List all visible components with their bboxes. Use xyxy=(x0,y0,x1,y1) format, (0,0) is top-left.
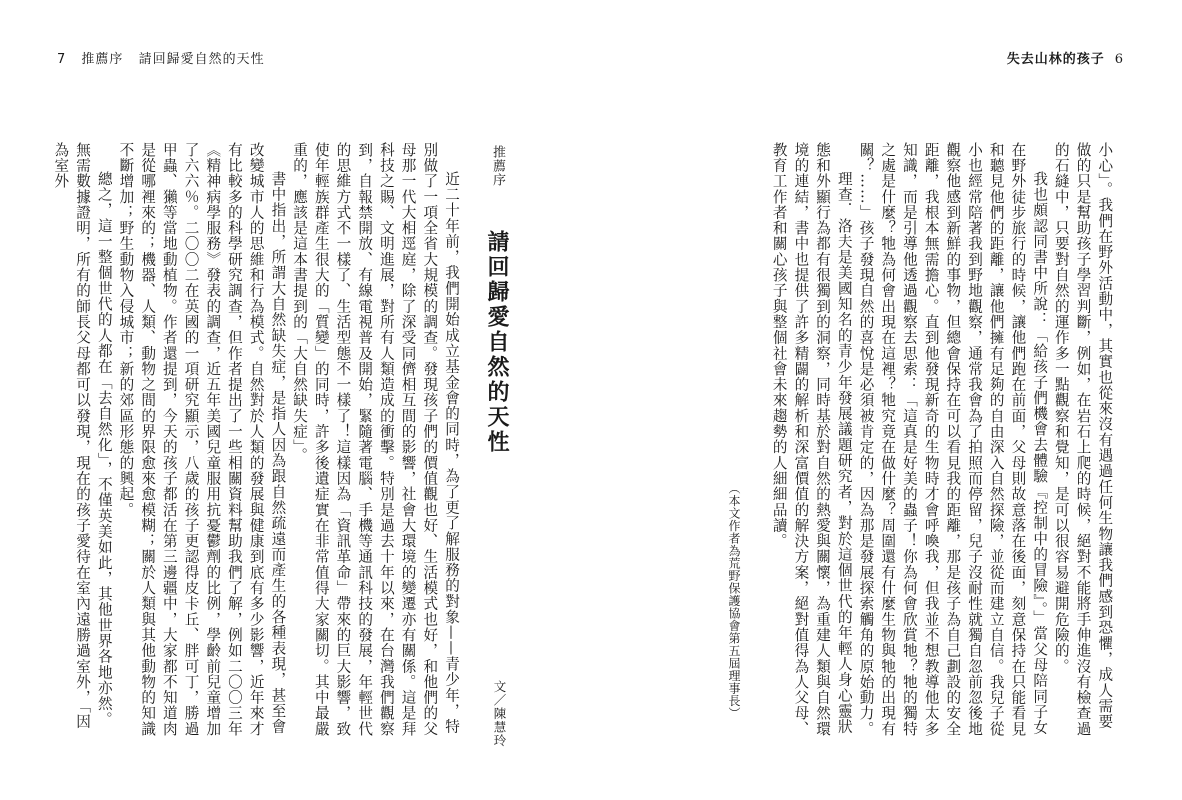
book-title: 失去山林的孩子 xyxy=(1006,52,1105,67)
author-note: （本文作者為荒野保護協會第五屆理事長） xyxy=(727,482,741,720)
section-label-vertical: 推薦序 xyxy=(490,145,505,187)
section-label: 推薦序 xyxy=(81,52,124,67)
running-header-left xyxy=(57,48,275,67)
byline: 文／陳慧玲 xyxy=(492,680,507,748)
page-number-left: 7 xyxy=(57,52,67,67)
paragraph: 理查．洛夫是美國知名的青少年發展議題研究者，對於這個世代的年輕人身心靈狀態和外顯行為都有很獨到的洞察，同時基於對自然的熱愛與關懷，為重建人類與自然環境的連結，書中也提供了許多精闢的解析和深富價值的解決方案，絕對值得為人父母、教育工作者和關心孩子與整個社會未來趨勢的人細細品讀。 xyxy=(770,142,853,737)
left-page-body xyxy=(52,142,462,742)
right-page-body xyxy=(768,142,1115,742)
running-header-right xyxy=(1007,48,1124,67)
paragraph: 我也頗認同書中所說：「給孩子們機會去體驗『控制中的冒險』。」當父母陪同子女在野外徒步旅行的時候，讓他們跑在前面，父母則故意落在後面，刻意保持在只能看見和聽見他們的距離，讓他們擁有足夠的自由深入自然探險，並從而建立自信。我兒子從小也經常陪著我到野地觀察，通常我會為了拍照而停留，兒子沒耐性就獨自忽前忽後地觀察他感到新鮮的事物，但總會保持在可以看見我的距離，那是孩子為自己劃設的安全距離，我根本無需擔心。直到他發現新奇的生物時才會呼喚我，但我並不想教導他太多知識，而是引導他透過觀察去思索：「這真是好美的蟲子！你為何會欣賞牠？牠的獨特之處是什麼？牠為何會出現在這裡？牠究竟在做什麼？周圍還有什麼生物與牠的出現有關？……」孩子發現自然的喜悅是必須被肯定的，因為那是發展探索觸角的原始動力。 xyxy=(857,142,1049,737)
page-number-right: 6 xyxy=(1114,52,1124,67)
paragraph: 書中指出，所謂大自然缺失症，是指人因為跟自然疏遠而產生的各種表現，甚至會改變城市人的思維和行為模式。自然對於人類的發展與健康到底有多少影響，近年來才有比較多的科學研究調查，但作者提出了一些相關資料幫助我們了解，例如二〇〇三年《精神病學服務》發表的調查，近五年美國兒童服用抗憂鬱劑的比例，學齡前兒童增加了六六％。二〇〇二在英國的一項研究顯示，八歲的孩子更認得皮卡丘、胖可丁，勝過甲蟲、獺等當地動植物。作者還提到，今天的孩子都活在第三邊疆中，大家都不知道肉是從哪裡來的；機器、人類、動物之間的界限愈來愈模糊；關於人類與其他動物的知識不斷增加；野生動物入侵城市；新的郊區形態的興起。 xyxy=(117,142,287,737)
page-title: 請回歸愛自然的天性 xyxy=(484,230,510,455)
chapter-title: 請回歸愛自然的天性 xyxy=(138,52,265,67)
paragraph: 總之，這一整個世代的人都在「去自然化」，不僅英美如此，其他世界各地亦然。無需數據證明，所有的師長父母都可以發現，現在的孩子愛待在室內遠勝過室外，「因為室外 xyxy=(52,142,113,730)
paragraph: 小心」。我們在野外活動中，其實也從來沒有遇過任何生物讓我們感到恐懼，成人需要做的只是幫助孩子學習判斷，例如，在岩石上爬的時候，絕對不能將手伸進沒有檢查過的石縫中，只要對自然的運作多一點觀察和覺知，是可以很容易避開危險的。 xyxy=(1052,142,1114,737)
paragraph: 近二十年前，我們開始成立基金會的同時，為了更了解服務的對象——青少年，特別做了一項全省大規模的調查。發現孩子們的價值觀也好、生活模式也好，和他們的父母那一代大相逕庭，除了深受同儕相互間的影響，社會大環境的變遷亦有關係。這是拜科技之賜、文明進展，對所有人類造成的衝擊。特別是過去十年以來，在台灣我們觀察到，自報禁開放、有線電視普及開始，緊隨著電腦、手機等通訊科技的發展，年輕世代的思維方式不一樣了、生活型態不一樣了！這樣因為「資訊革命」帶來的巨大影響，致使年輕族群產生很大的「質變」的同時，許多後遺症實在非常值得大家關切。其中最嚴重的，應該是這本書提到的「大自然缺失症」。 xyxy=(291,142,460,737)
